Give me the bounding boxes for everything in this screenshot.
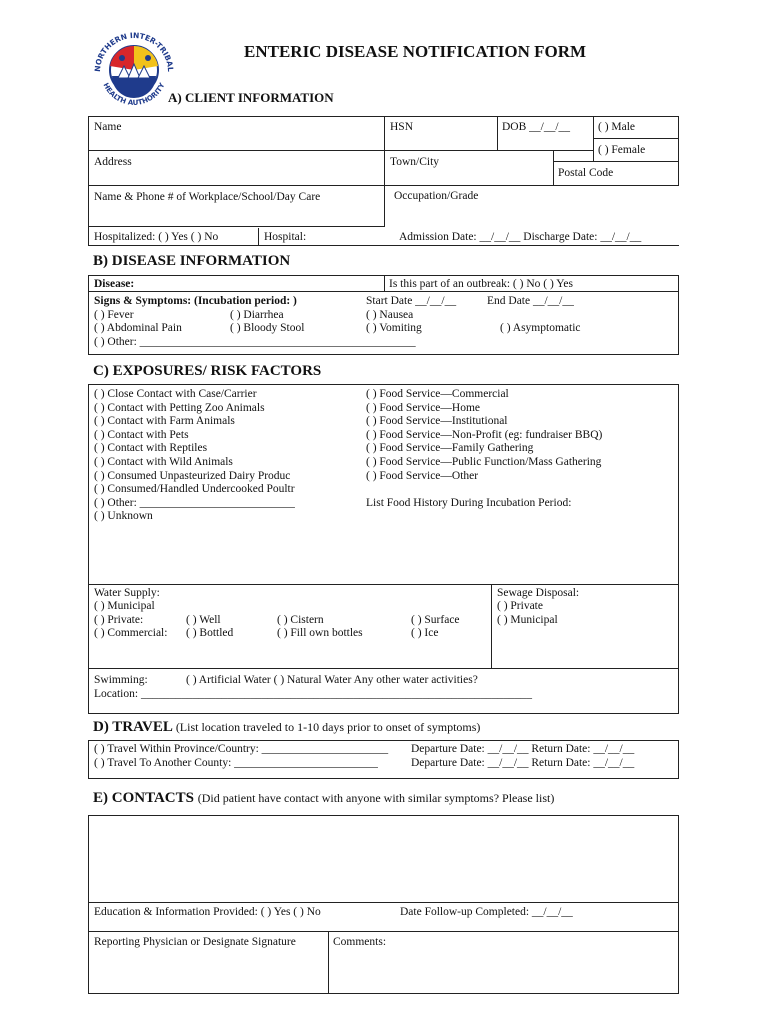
hsn-label: HSN bbox=[390, 121, 414, 133]
water-well-checkbox[interactable]: ( ) Well bbox=[186, 614, 221, 626]
address-label: Address bbox=[94, 156, 132, 168]
section-d-heading: D) TRAVEL bbox=[93, 719, 173, 735]
exposure-item[interactable]: ( ) Close Contact with Case/Carrier bbox=[94, 388, 257, 400]
food-service-item[interactable]: ( ) Food Service—Non-Profit (eg: fundraiser BBQ) bbox=[366, 428, 603, 441]
female-label: ( ) Female bbox=[598, 144, 646, 156]
sewage-municipal-checkbox[interactable]: ( ) Municipal bbox=[497, 614, 558, 626]
health-authority-logo bbox=[88, 22, 180, 114]
name-label: Name bbox=[94, 121, 122, 133]
water-bottled-checkbox[interactable]: ( ) Bottled bbox=[186, 627, 234, 639]
abdominal-pain-checkbox[interactable]: ( ) Abdominal Pain bbox=[94, 322, 182, 334]
svg-text:NORTHERN INTER-TRIBAL: NORTHERN INTER-TRIBAL bbox=[92, 30, 176, 73]
exposure-item[interactable]: ( ) Consumed/Handled Undercooked Poultr bbox=[94, 483, 295, 496]
water-ice-checkbox[interactable]: ( ) Ice bbox=[411, 627, 439, 639]
section-d-note: (List location traveled to 1-10 days prior to onset of symptoms) bbox=[175, 720, 481, 734]
travel-within-field[interactable]: ( ) Travel Within Province/Country: ______________________ bbox=[94, 743, 389, 755]
address-field[interactable] bbox=[88, 150, 385, 186]
food-service-item[interactable]: ( ) Food Service—Family Gathering bbox=[366, 442, 534, 455]
exposure-item[interactable]: ( ) Contact with Farm Animals bbox=[94, 415, 235, 428]
section-e-title bbox=[93, 790, 554, 807]
travel-another-field[interactable]: ( ) Travel To Another County: _________________________ bbox=[94, 757, 378, 769]
fever-checkbox[interactable]: ( ) Fever bbox=[94, 309, 134, 321]
section-d-title bbox=[93, 719, 480, 736]
food-service-item[interactable]: ( ) Food Service—Institutional bbox=[366, 415, 508, 428]
disease-vdivider bbox=[384, 275, 385, 292]
food-service-item[interactable]: ( ) Food Service—Other bbox=[366, 469, 479, 482]
diarrhea-checkbox[interactable]: ( ) Diarrhea bbox=[230, 309, 284, 321]
occupation-label[interactable]: Occupation/Grade bbox=[394, 190, 479, 202]
food-service-item[interactable]: ( ) Food Service—Home bbox=[366, 401, 481, 414]
exposure-left-list[interactable] bbox=[94, 388, 295, 524]
outbreak-question[interactable]: Is this part of an outbreak: ( ) No ( ) Yes bbox=[389, 278, 573, 290]
water-cistern-checkbox[interactable]: ( ) Cistern bbox=[277, 614, 324, 626]
hospital-label[interactable]: Hospital: bbox=[264, 231, 307, 243]
admission-discharge-dates[interactable]: Admission Date: __/__/__ Discharge Date: __/__/__ bbox=[399, 231, 642, 243]
education-options[interactable]: Education & Information Provided: ( ) Yes ( ) No bbox=[94, 906, 321, 918]
exposure-item[interactable]: ( ) Other: ___________________________ bbox=[94, 496, 295, 509]
dob-label: DOB __/__/__ bbox=[502, 121, 571, 133]
bloody-stool-checkbox[interactable]: ( ) Bloody Stool bbox=[230, 322, 305, 334]
exposure-item[interactable]: ( ) Contact with Pets bbox=[94, 428, 189, 441]
food-service-item[interactable]: ( ) Food Service—Commercial bbox=[366, 388, 509, 400]
followup-date[interactable]: Date Follow-up Completed: __/__/__ bbox=[400, 906, 573, 918]
hospitalized-options[interactable]: Hospitalized: ( ) Yes ( ) No bbox=[94, 231, 219, 243]
nausea-checkbox[interactable]: ( ) Nausea bbox=[366, 309, 414, 321]
form-title: ENTERIC DISEASE NOTIFICATION FORM bbox=[244, 42, 587, 61]
swimming-label: Swimming: bbox=[94, 674, 148, 686]
disease-label[interactable]: Disease: bbox=[94, 278, 135, 290]
water-private-checkbox[interactable]: ( ) Private: bbox=[94, 614, 144, 626]
asymptomatic-checkbox[interactable]: ( ) Asymptomatic bbox=[500, 322, 581, 334]
section-a-title: A) CLIENT INFORMATION bbox=[168, 90, 334, 105]
workplace-label: Name & Phone # of Workplace/School/Day Care bbox=[94, 191, 321, 203]
travel-dates-1[interactable]: Departure Date: __/__/__ Return Date: __/__/__ bbox=[411, 743, 635, 755]
exposure-item[interactable]: ( ) Unknown bbox=[94, 510, 153, 523]
dob-underline bbox=[555, 150, 594, 151]
comments-field[interactable]: Comments: bbox=[333, 936, 387, 948]
sewage-label: Sewage Disposal: bbox=[497, 587, 580, 599]
hospital-row-divider bbox=[258, 228, 259, 246]
water-bottom-divider bbox=[88, 668, 679, 669]
water-surface-checkbox[interactable]: ( ) Surface bbox=[411, 614, 460, 626]
postal-code-label: Postal Code bbox=[558, 167, 614, 179]
vomiting-checkbox[interactable]: ( ) Vomiting bbox=[366, 322, 422, 334]
start-date[interactable]: Start Date __/__/__ bbox=[366, 295, 457, 307]
end-date[interactable]: End Date __/__/__ bbox=[487, 295, 574, 307]
water-top-divider bbox=[88, 584, 679, 585]
swimming-location-field[interactable]: Location: ____________________________________________________________________ bbox=[94, 688, 532, 700]
hospital-row-top bbox=[88, 226, 385, 227]
food-history-label[interactable]: List Food History During Incubation Period: bbox=[366, 497, 572, 509]
travel-dates-2[interactable]: Departure Date: __/__/__ Return Date: __/__/__ bbox=[411, 757, 635, 769]
water-commercial-checkbox[interactable]: ( ) Commercial: bbox=[94, 627, 168, 639]
section-c-title: C) EXPOSURES/ RISK FACTORS bbox=[93, 363, 322, 379]
water-municipal-checkbox[interactable]: ( ) Municipal bbox=[94, 600, 155, 612]
signature-divider bbox=[328, 931, 329, 994]
water-supply-label: Water Supply: bbox=[94, 587, 160, 599]
svg-text:HEALTH AUTHORITY: HEALTH AUTHORITY bbox=[101, 81, 167, 108]
food-service-item[interactable]: ( ) Food Service—Public Function/Mass Gathering bbox=[366, 455, 602, 468]
contacts-list-area[interactable] bbox=[88, 815, 679, 903]
sewage-private-checkbox[interactable]: ( ) Private bbox=[497, 600, 543, 612]
exposure-right-list[interactable] bbox=[366, 388, 602, 483]
exposure-item[interactable]: ( ) Contact with Wild Animals bbox=[94, 455, 233, 468]
section-b-title: B) DISEASE INFORMATION bbox=[93, 253, 291, 269]
male-label: ( ) Male bbox=[598, 121, 636, 133]
signs-symptoms-label: Signs & Symptoms: (Incubation period: ) bbox=[94, 295, 297, 307]
exposure-item[interactable]: ( ) Consumed Unpasteurized Dairy Produc bbox=[94, 469, 291, 482]
other-symptom-field[interactable]: ( ) Other: ________________________________________________ bbox=[94, 336, 416, 348]
water-fill-own-checkbox[interactable]: ( ) Fill own bottles bbox=[277, 627, 363, 639]
hospital-row-bottom bbox=[88, 245, 679, 246]
sewage-divider bbox=[491, 584, 492, 669]
town-label: Town/City bbox=[390, 156, 440, 168]
exposure-item[interactable]: ( ) Contact with Petting Zoo Animals bbox=[94, 401, 265, 414]
exposure-item[interactable]: ( ) Contact with Reptiles bbox=[94, 442, 208, 455]
section-e-heading: E) CONTACTS bbox=[93, 790, 194, 806]
swimming-options[interactable]: ( ) Artificial Water ( ) Natural Water Any other water activities? bbox=[186, 674, 478, 686]
hospital-row-left bbox=[88, 226, 89, 246]
physician-signature-field[interactable]: Reporting Physician or Designate Signature bbox=[94, 936, 296, 948]
name-field[interactable] bbox=[88, 116, 385, 151]
section-e-note: (Did patient have contact with anyone with similar symptoms? Please list) bbox=[197, 791, 555, 805]
